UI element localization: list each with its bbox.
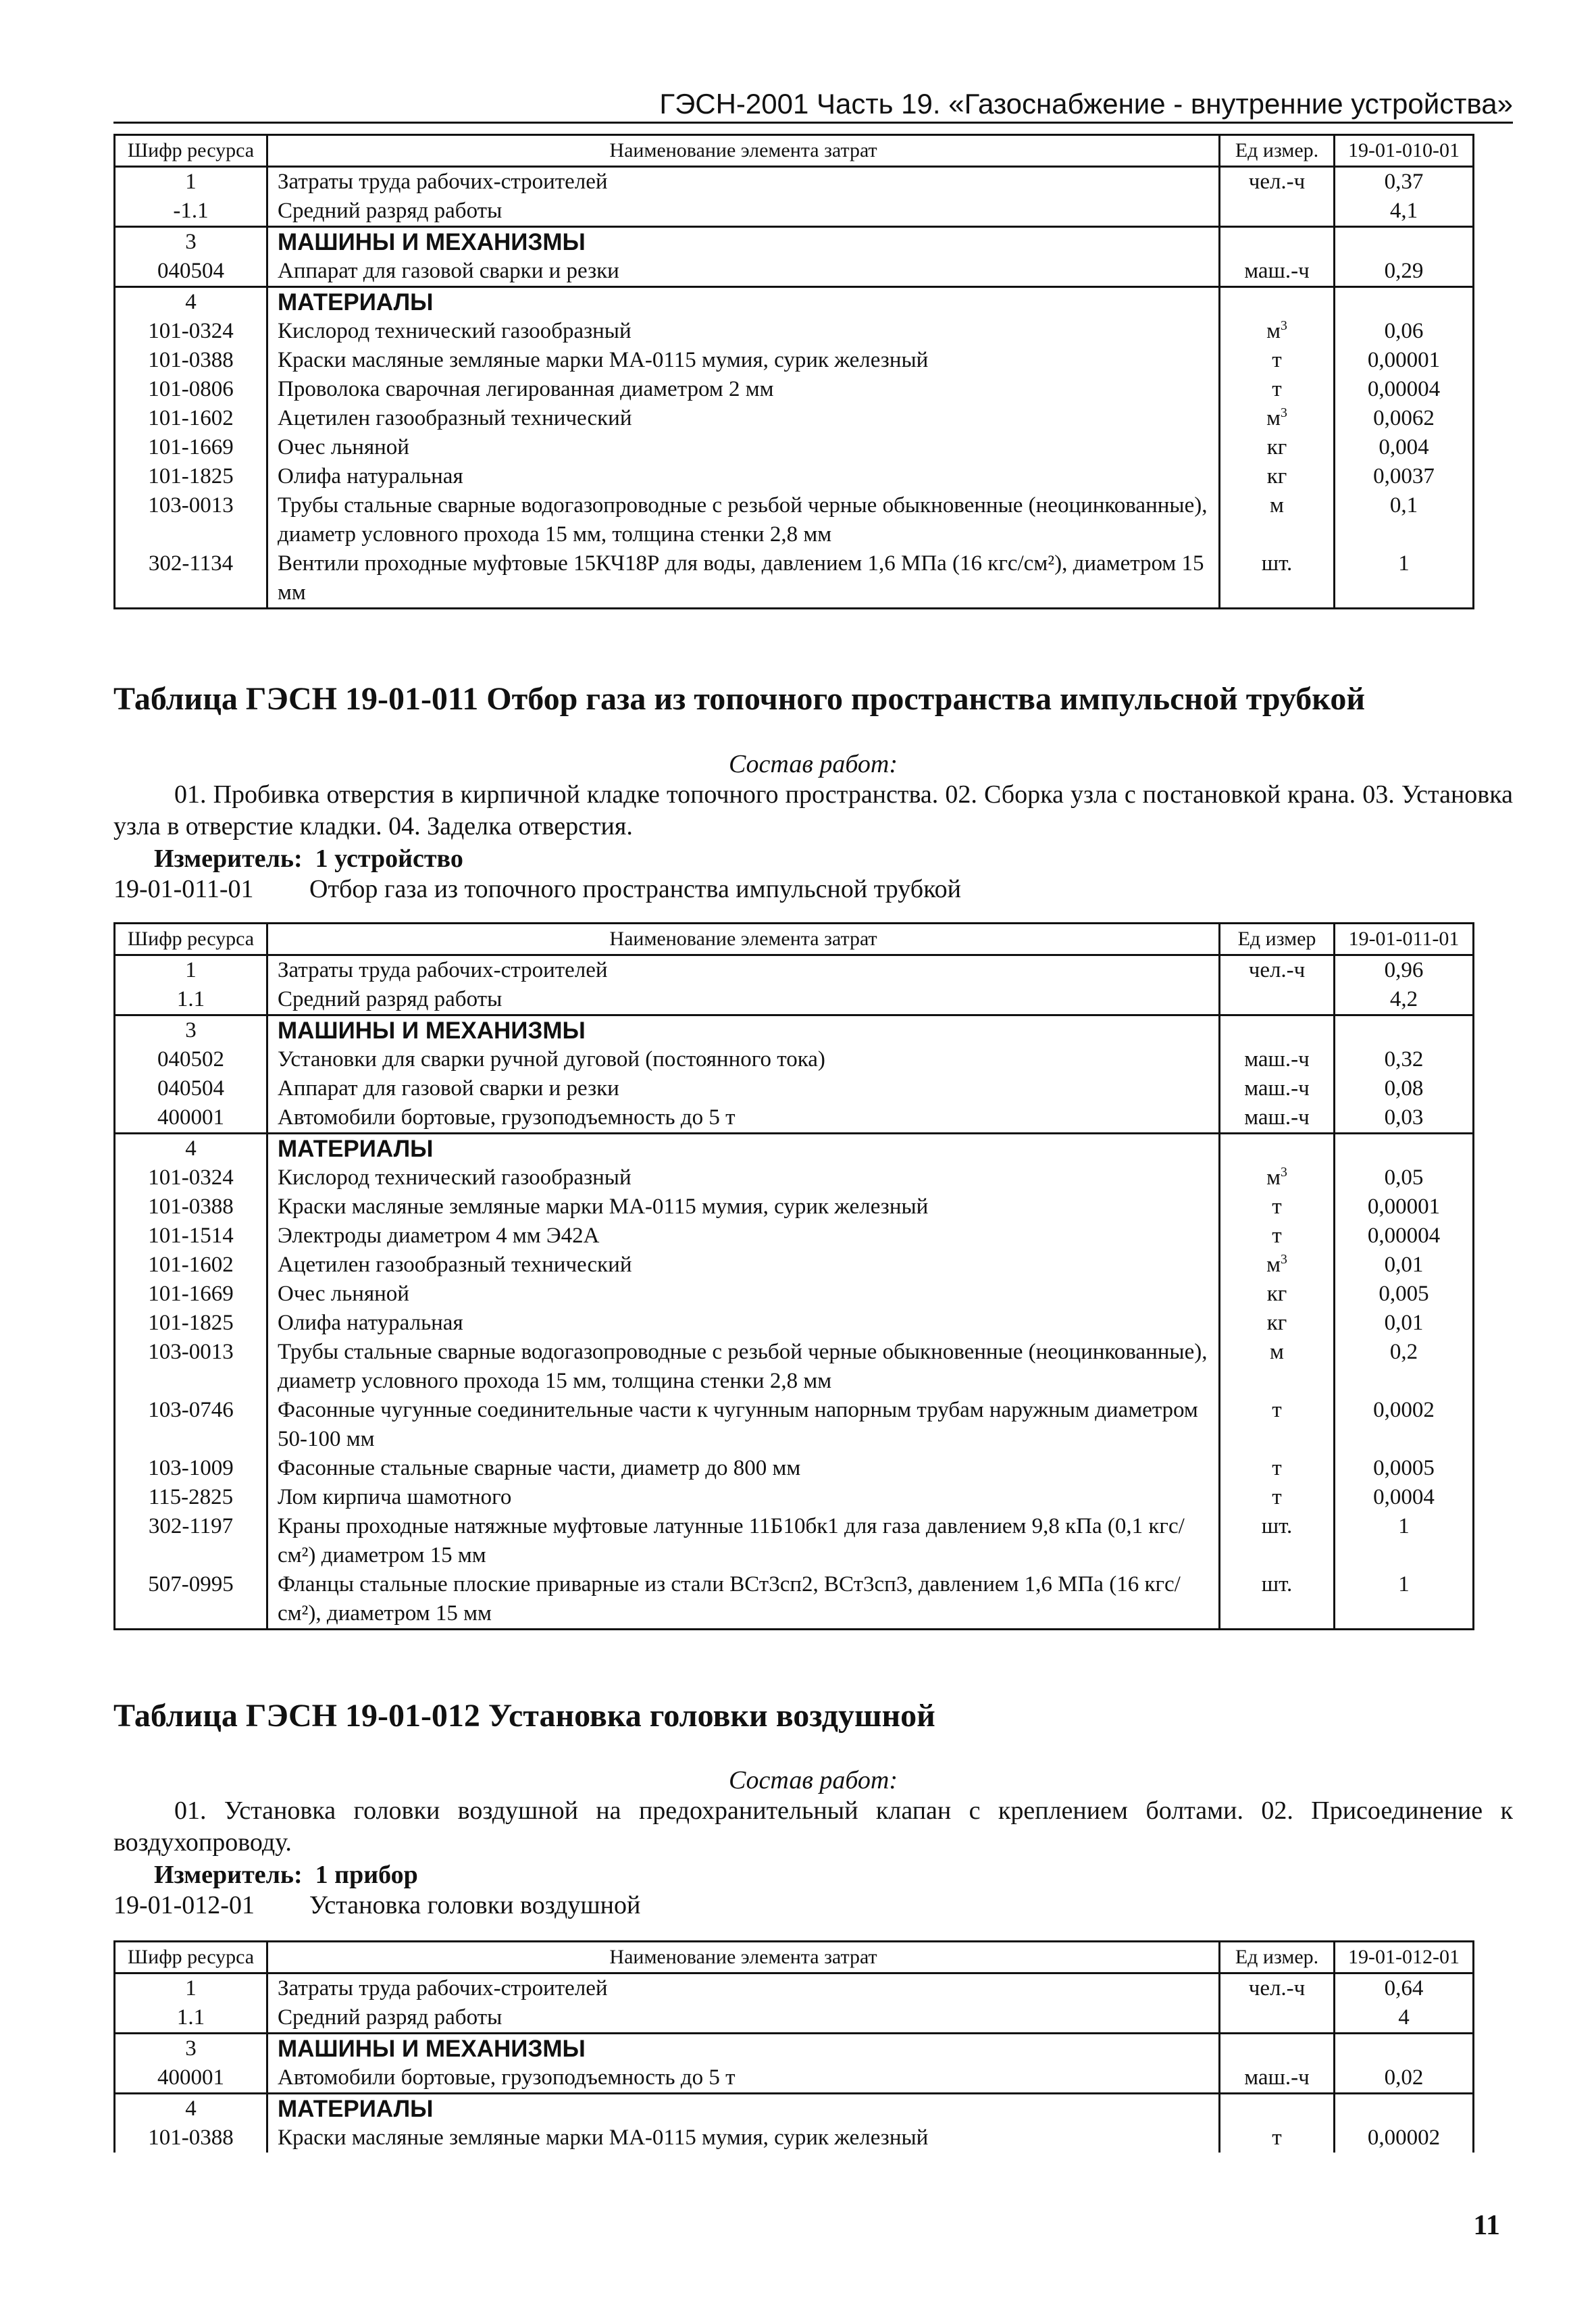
- cell-unit: чел.-ч: [1220, 955, 1335, 986]
- cell-code: 1.1: [115, 2003, 267, 2034]
- cell-name: Олифа натуральная: [267, 1309, 1220, 1338]
- cell-value: 4,2: [1335, 985, 1474, 1015]
- cell-code: 4: [115, 2094, 267, 2124]
- cell-unit: чел.-ч: [1220, 167, 1335, 197]
- cell-name: Электроды диаметром 4 мм Э42А: [267, 1222, 1220, 1251]
- cell-unit: [1220, 227, 1335, 257]
- table-row: [115, 317, 1474, 346]
- cell-name: Краски масляные земляные марки МА-0115 мумия, сурик железный: [267, 346, 1220, 375]
- table-row: [115, 1045, 1474, 1074]
- cell-name: Ацетилен газообразный технический: [267, 1251, 1220, 1280]
- norm-code: 19-01-011-01: [113, 875, 254, 903]
- cell-value: 0,05: [1335, 1163, 1474, 1192]
- cell-unit: маш.-ч: [1220, 1103, 1335, 1134]
- cubic-superscript: 3: [1281, 318, 1287, 333]
- col-header-norm: 19-01-012-01: [1335, 1942, 1474, 1973]
- table-row: [115, 491, 1474, 549]
- cell-value: 0,0002: [1335, 1396, 1474, 1454]
- table-row: [115, 2063, 1474, 2094]
- cubic-superscript: 3: [1281, 405, 1287, 420]
- cell-code: 400001: [115, 1103, 267, 1134]
- cell-value: [1335, 1015, 1474, 1046]
- table-row: [115, 346, 1474, 375]
- resource-table-012: [113, 1940, 1474, 2153]
- cell-unit: [1220, 2094, 1335, 2124]
- cell-value: 0,37: [1335, 167, 1474, 197]
- cell-value: 0,0037: [1335, 462, 1474, 491]
- cell-unit: [1220, 197, 1335, 227]
- table-row: [115, 197, 1474, 227]
- cell-unit: шт.: [1220, 1512, 1335, 1570]
- table-row: [115, 955, 1474, 986]
- cell-code: 101-0806: [115, 375, 267, 404]
- cell-unit: [1220, 1134, 1335, 1164]
- table-row: [115, 375, 1474, 404]
- cell-name: МАТЕРИАЛЫ: [267, 2094, 1220, 2124]
- table-row: [115, 1973, 1474, 2004]
- cell-code: 040504: [115, 1074, 267, 1103]
- cell-name: Очес льняной: [267, 1280, 1220, 1309]
- cell-value: 0,00001: [1335, 346, 1474, 375]
- cell-code: 1: [115, 955, 267, 986]
- cell-name: МАШИНЫ И МЕХАНИЗМЫ: [267, 1015, 1220, 1046]
- cell-unit: маш.-ч: [1220, 1045, 1335, 1074]
- col-header-unit: Ед измер.: [1220, 1942, 1335, 1973]
- col-header-norm: 19-01-010-01: [1335, 135, 1474, 167]
- cell-code: 101-1602: [115, 404, 267, 433]
- table-row: [115, 1483, 1474, 1512]
- col-header-unit: Ед измер: [1220, 924, 1335, 955]
- cell-code: 040502: [115, 1045, 267, 1074]
- cell-unit: т: [1220, 1454, 1335, 1483]
- cell-value: 1: [1335, 1512, 1474, 1570]
- table-row: [115, 1192, 1474, 1222]
- cell-name: МАТЕРИАЛЫ: [267, 1134, 1220, 1164]
- table-row: [115, 1103, 1474, 1134]
- measure-012: [154, 1859, 418, 1890]
- cell-code: 103-0013: [115, 491, 267, 549]
- table-row: [115, 1134, 1474, 1164]
- col-header-code: Шифр ресурса: [115, 135, 267, 167]
- cell-code: 4: [115, 1134, 267, 1164]
- measure-value: 1 устройство: [315, 845, 463, 873]
- measure-label: Измеритель:: [154, 845, 303, 873]
- cell-value: 0,01: [1335, 1309, 1474, 1338]
- cell-unit: [1220, 287, 1335, 318]
- cell-code: 101-1602: [115, 1251, 267, 1280]
- cell-value: 0,00004: [1335, 1222, 1474, 1251]
- cell-code: 103-0746: [115, 1396, 267, 1454]
- cell-code: 3: [115, 1015, 267, 1046]
- cell-code: 1.1: [115, 985, 267, 1015]
- cell-unit: т: [1220, 346, 1335, 375]
- cell-code: 101-1669: [115, 1280, 267, 1309]
- cell-name: Установки для сварки ручной дуговой (постоянного тока): [267, 1045, 1220, 1074]
- cell-name: Краски масляные земляные марки МА-0115 мумия, сурик железный: [267, 1192, 1220, 1222]
- cell-unit: кг: [1220, 433, 1335, 462]
- table-row: [115, 985, 1474, 1015]
- norm-code: 19-01-012-01: [113, 1891, 255, 1919]
- cell-code: 101-0388: [115, 1192, 267, 1222]
- composition-label-012: Состав работ:: [728, 1766, 898, 1794]
- page-number: 11: [1473, 2210, 1500, 2241]
- cell-unit: чел.-ч: [1220, 1973, 1335, 2004]
- running-header: ГЭСН-2001 Часть 19. «Газоснабжение - внутренние устройства»: [113, 86, 1513, 124]
- cell-code: 103-0013: [115, 1338, 267, 1396]
- cell-value: 0,004: [1335, 433, 1474, 462]
- cell-name: Олифа натуральная: [267, 462, 1220, 491]
- cell-name: Фасонные чугунные соединительные части к чугунным напорным трубам наружным диаметром 50-100 мм: [267, 1396, 1220, 1454]
- cell-value: [1335, 227, 1474, 257]
- cell-value: 0,01: [1335, 1251, 1474, 1280]
- cell-value: 1: [1335, 1570, 1474, 1630]
- cell-unit: маш.-ч: [1220, 257, 1335, 287]
- cell-code: 101-0324: [115, 317, 267, 346]
- cell-unit: кг: [1220, 1280, 1335, 1309]
- cell-name: МАШИНЫ И МЕХАНИЗМЫ: [267, 227, 1220, 257]
- cell-name: Затраты труда рабочих-строителей: [267, 167, 1220, 197]
- table-row: [115, 433, 1474, 462]
- cell-value: 1: [1335, 549, 1474, 609]
- cell-name: Краны проходные натяжные муфтовые латунные 11Б10бк1 для газа давлением 9,8 кПа (0,1 кгс/см²) диаметром 15 мм: [267, 1512, 1220, 1570]
- col-header-name: Наименование элемента затрат: [267, 135, 1220, 167]
- norm-line-012: [113, 1890, 640, 1921]
- cell-name: Аппарат для газовой сварки и резки: [267, 257, 1220, 287]
- table-row: [115, 1222, 1474, 1251]
- cell-code: 115-2825: [115, 1483, 267, 1512]
- resource-table-010: [113, 134, 1474, 609]
- cell-code: 101-1825: [115, 462, 267, 491]
- cell-unit: т: [1220, 1222, 1335, 1251]
- cell-value: [1335, 2094, 1474, 2124]
- cell-name: Вентили проходные муфтовые 15КЧ18Р для воды, давлением 1,6 МПа (16 кгс/см²), диаметром 15 мм: [267, 549, 1220, 609]
- cell-unit: шт.: [1220, 549, 1335, 609]
- cell-unit: маш.-ч: [1220, 2063, 1335, 2094]
- cell-code: 101-1825: [115, 1309, 267, 1338]
- composition-label-011: Состав работ:: [728, 750, 898, 778]
- cell-name: Автомобили бортовые, грузоподъемность до 5 т: [267, 2063, 1220, 2094]
- cell-name: Фланцы стальные плоские приварные из стали ВСт3сп2, ВСт3сп3, давлением 1,6 МПа (16 кгс/см²), диаметром 15 мм: [267, 1570, 1220, 1630]
- cell-name: Аппарат для газовой сварки и резки: [267, 1074, 1220, 1103]
- table-row: [115, 227, 1474, 257]
- norm-name: Установка головки воздушной: [309, 1891, 641, 1919]
- cell-value: 0,06: [1335, 317, 1474, 346]
- cell-value: 0,03: [1335, 1103, 1474, 1134]
- cell-unit: [1220, 985, 1335, 1015]
- cell-code: 1: [115, 1973, 267, 2004]
- table-row: [115, 1251, 1474, 1280]
- table-row: [115, 257, 1474, 287]
- table-row: [115, 287, 1474, 318]
- cell-value: 0,0062: [1335, 404, 1474, 433]
- table-row: [115, 1163, 1474, 1192]
- table-row: [115, 462, 1474, 491]
- cell-value: 0,00004: [1335, 375, 1474, 404]
- cell-unit: [1220, 2034, 1335, 2064]
- cell-unit: т: [1220, 375, 1335, 404]
- cell-value: 0,32: [1335, 1045, 1474, 1074]
- col-header-code: Шифр ресурса: [115, 924, 267, 955]
- cell-name: Трубы стальные сварные водогазопроводные с резьбой черные обыкновенные (неоцинкованные), диаметр условного прохода 15 мм, толщина стенки 2,8 мм: [267, 491, 1220, 549]
- cell-value: [1335, 2034, 1474, 2064]
- cell-code: 3: [115, 227, 267, 257]
- cell-name: Автомобили бортовые, грузоподъемность до 5 т: [267, 1103, 1220, 1134]
- table-row: [115, 404, 1474, 433]
- cell-unit: м: [1220, 1338, 1335, 1396]
- cell-code: 1: [115, 167, 267, 197]
- cell-value: 0,00001: [1335, 1192, 1474, 1222]
- cell-unit: шт.: [1220, 1570, 1335, 1630]
- cell-code: 101-0388: [115, 2123, 267, 2153]
- norm-name: Отбор газа из топочного пространства импульсной трубкой: [309, 875, 961, 903]
- cell-name: Средний разряд работы: [267, 197, 1220, 227]
- cell-unit: $м^3$: [1220, 404, 1335, 433]
- cell-code: 4: [115, 287, 267, 318]
- cell-name: Фасонные стальные сварные части, диаметр до 800 мм: [267, 1454, 1220, 1483]
- table-row: [115, 1454, 1474, 1483]
- table-row: [115, 1512, 1474, 1570]
- cell-unit: кг: [1220, 462, 1335, 491]
- table-row: [115, 1309, 1474, 1338]
- cell-unit: т: [1220, 1192, 1335, 1222]
- cell-value: 4: [1335, 2003, 1474, 2034]
- cell-value: 0,005: [1335, 1280, 1474, 1309]
- col-header-code: Шифр ресурса: [115, 1942, 267, 1973]
- cell-name: МАШИНЫ И МЕХАНИЗМЫ: [267, 2034, 1220, 2064]
- col-header-name: Наименование элемента затрат: [267, 1942, 1220, 1973]
- cell-name: Средний разряд работы: [267, 985, 1220, 1015]
- table-row: [115, 167, 1474, 197]
- cell-name: Лом кирпича шамотного: [267, 1483, 1220, 1512]
- cell-code: 101-0388: [115, 346, 267, 375]
- table-row: [115, 2034, 1474, 2064]
- cell-value: 0,96: [1335, 955, 1474, 986]
- cell-unit: кг: [1220, 1309, 1335, 1338]
- cell-value: 0,29: [1335, 257, 1474, 287]
- measure-label: Измеритель:: [154, 1861, 303, 1889]
- cell-value: 0,0004: [1335, 1483, 1474, 1512]
- cell-value: 0,02: [1335, 2063, 1474, 2094]
- cell-value: 0,0005: [1335, 1454, 1474, 1483]
- cell-name: Очес льняной: [267, 433, 1220, 462]
- cell-unit: $м^3$: [1220, 1251, 1335, 1280]
- cell-name: Краски масляные земляные марки МА-0115 мумия, сурик железный: [267, 2123, 1220, 2153]
- cell-code: 507-0995: [115, 1570, 267, 1630]
- table-row: [115, 2003, 1474, 2034]
- cell-code: 040504: [115, 257, 267, 287]
- cell-code: 101-1669: [115, 433, 267, 462]
- cell-unit: т: [1220, 2123, 1335, 2153]
- cubic-superscript: 3: [1281, 1165, 1287, 1180]
- cell-name: МАТЕРИАЛЫ: [267, 287, 1220, 318]
- cell-name: Ацетилен газообразный технический: [267, 404, 1220, 433]
- cell-unit: маш.-ч: [1220, 1074, 1335, 1103]
- cell-value: [1335, 1134, 1474, 1164]
- measure-011: [154, 843, 463, 874]
- table-row: [115, 1396, 1474, 1454]
- cell-unit: $м^3$: [1220, 317, 1335, 346]
- cell-code: 302-1197: [115, 1512, 267, 1570]
- table-row: [115, 1074, 1474, 1103]
- cell-name: Средний разряд работы: [267, 2003, 1220, 2034]
- cell-code: -1.1: [115, 197, 267, 227]
- table-row: [115, 1570, 1474, 1630]
- resource-table-011: [113, 922, 1474, 1630]
- cell-name: Затраты труда рабочих-строителей: [267, 1973, 1220, 2004]
- table-row: [115, 1015, 1474, 1046]
- table-row: [115, 2094, 1474, 2124]
- cell-unit: м: [1220, 491, 1335, 549]
- cell-value: 4,1: [1335, 197, 1474, 227]
- cell-name: Кислород технический газообразный: [267, 1163, 1220, 1192]
- table-title-012: Таблица ГЭСН 19-01-012 Установка головки воздушной: [113, 1698, 935, 1734]
- cell-code: 400001: [115, 2063, 267, 2094]
- norm-line-011: [113, 874, 961, 905]
- cell-name: Трубы стальные сварные водогазопроводные с резьбой черные обыкновенные (неоцинкованные), диаметр условного прохода 15 мм, толщина стенки 2,8 мм: [267, 1338, 1220, 1396]
- composition-text-012: 01. Установка головки воздушной на предохранительный клапан с креплением болтами. 02. Присоединение к воздухопроводу.: [113, 1796, 1513, 1857]
- cell-code: 302-1134: [115, 549, 267, 609]
- cubic-superscript: 3: [1281, 1252, 1287, 1267]
- table-title-011: Таблица ГЭСН 19-01-011 Отбор газа из топочного пространства импульсной трубкой: [113, 681, 1365, 717]
- cell-code: 103-1009: [115, 1454, 267, 1483]
- cell-unit: т: [1220, 1396, 1335, 1454]
- composition-text-011: 01. Пробивка отверстия в кирпичной кладке топочного пространства. 02. Сборка узла с постановкой крана. 03. Установка узла в отверстие кладки. 04. Заделка отверстия.: [113, 780, 1513, 840]
- cell-name: Затраты труда рабочих-строителей: [267, 955, 1220, 986]
- cell-code: 101-1514: [115, 1222, 267, 1251]
- measure-value: 1 прибор: [315, 1861, 418, 1889]
- table-row: [115, 1338, 1474, 1396]
- cell-unit: [1220, 2003, 1335, 2034]
- table-row: [115, 1280, 1474, 1309]
- cell-unit: [1220, 1015, 1335, 1046]
- cell-unit: $м^3$: [1220, 1163, 1335, 1192]
- col-header-name: Наименование элемента затрат: [267, 924, 1220, 955]
- cell-value: 0,1: [1335, 491, 1474, 549]
- cell-name: Проволока сварочная легированная диаметром 2 мм: [267, 375, 1220, 404]
- cell-value: 0,08: [1335, 1074, 1474, 1103]
- col-header-norm: 19-01-011-01: [1335, 924, 1474, 955]
- table-row: [115, 549, 1474, 609]
- cell-code: 3: [115, 2034, 267, 2064]
- cell-value: 0,64: [1335, 1973, 1474, 2004]
- cell-code: 101-0324: [115, 1163, 267, 1192]
- cell-value: 0,2: [1335, 1338, 1474, 1396]
- cell-value: [1335, 287, 1474, 318]
- table-row: [115, 2123, 1474, 2153]
- col-header-unit: Ед измер.: [1220, 135, 1335, 167]
- cell-unit: т: [1220, 1483, 1335, 1512]
- cell-name: Кислород технический газообразный: [267, 317, 1220, 346]
- cell-value: 0,00002: [1335, 2123, 1474, 2153]
